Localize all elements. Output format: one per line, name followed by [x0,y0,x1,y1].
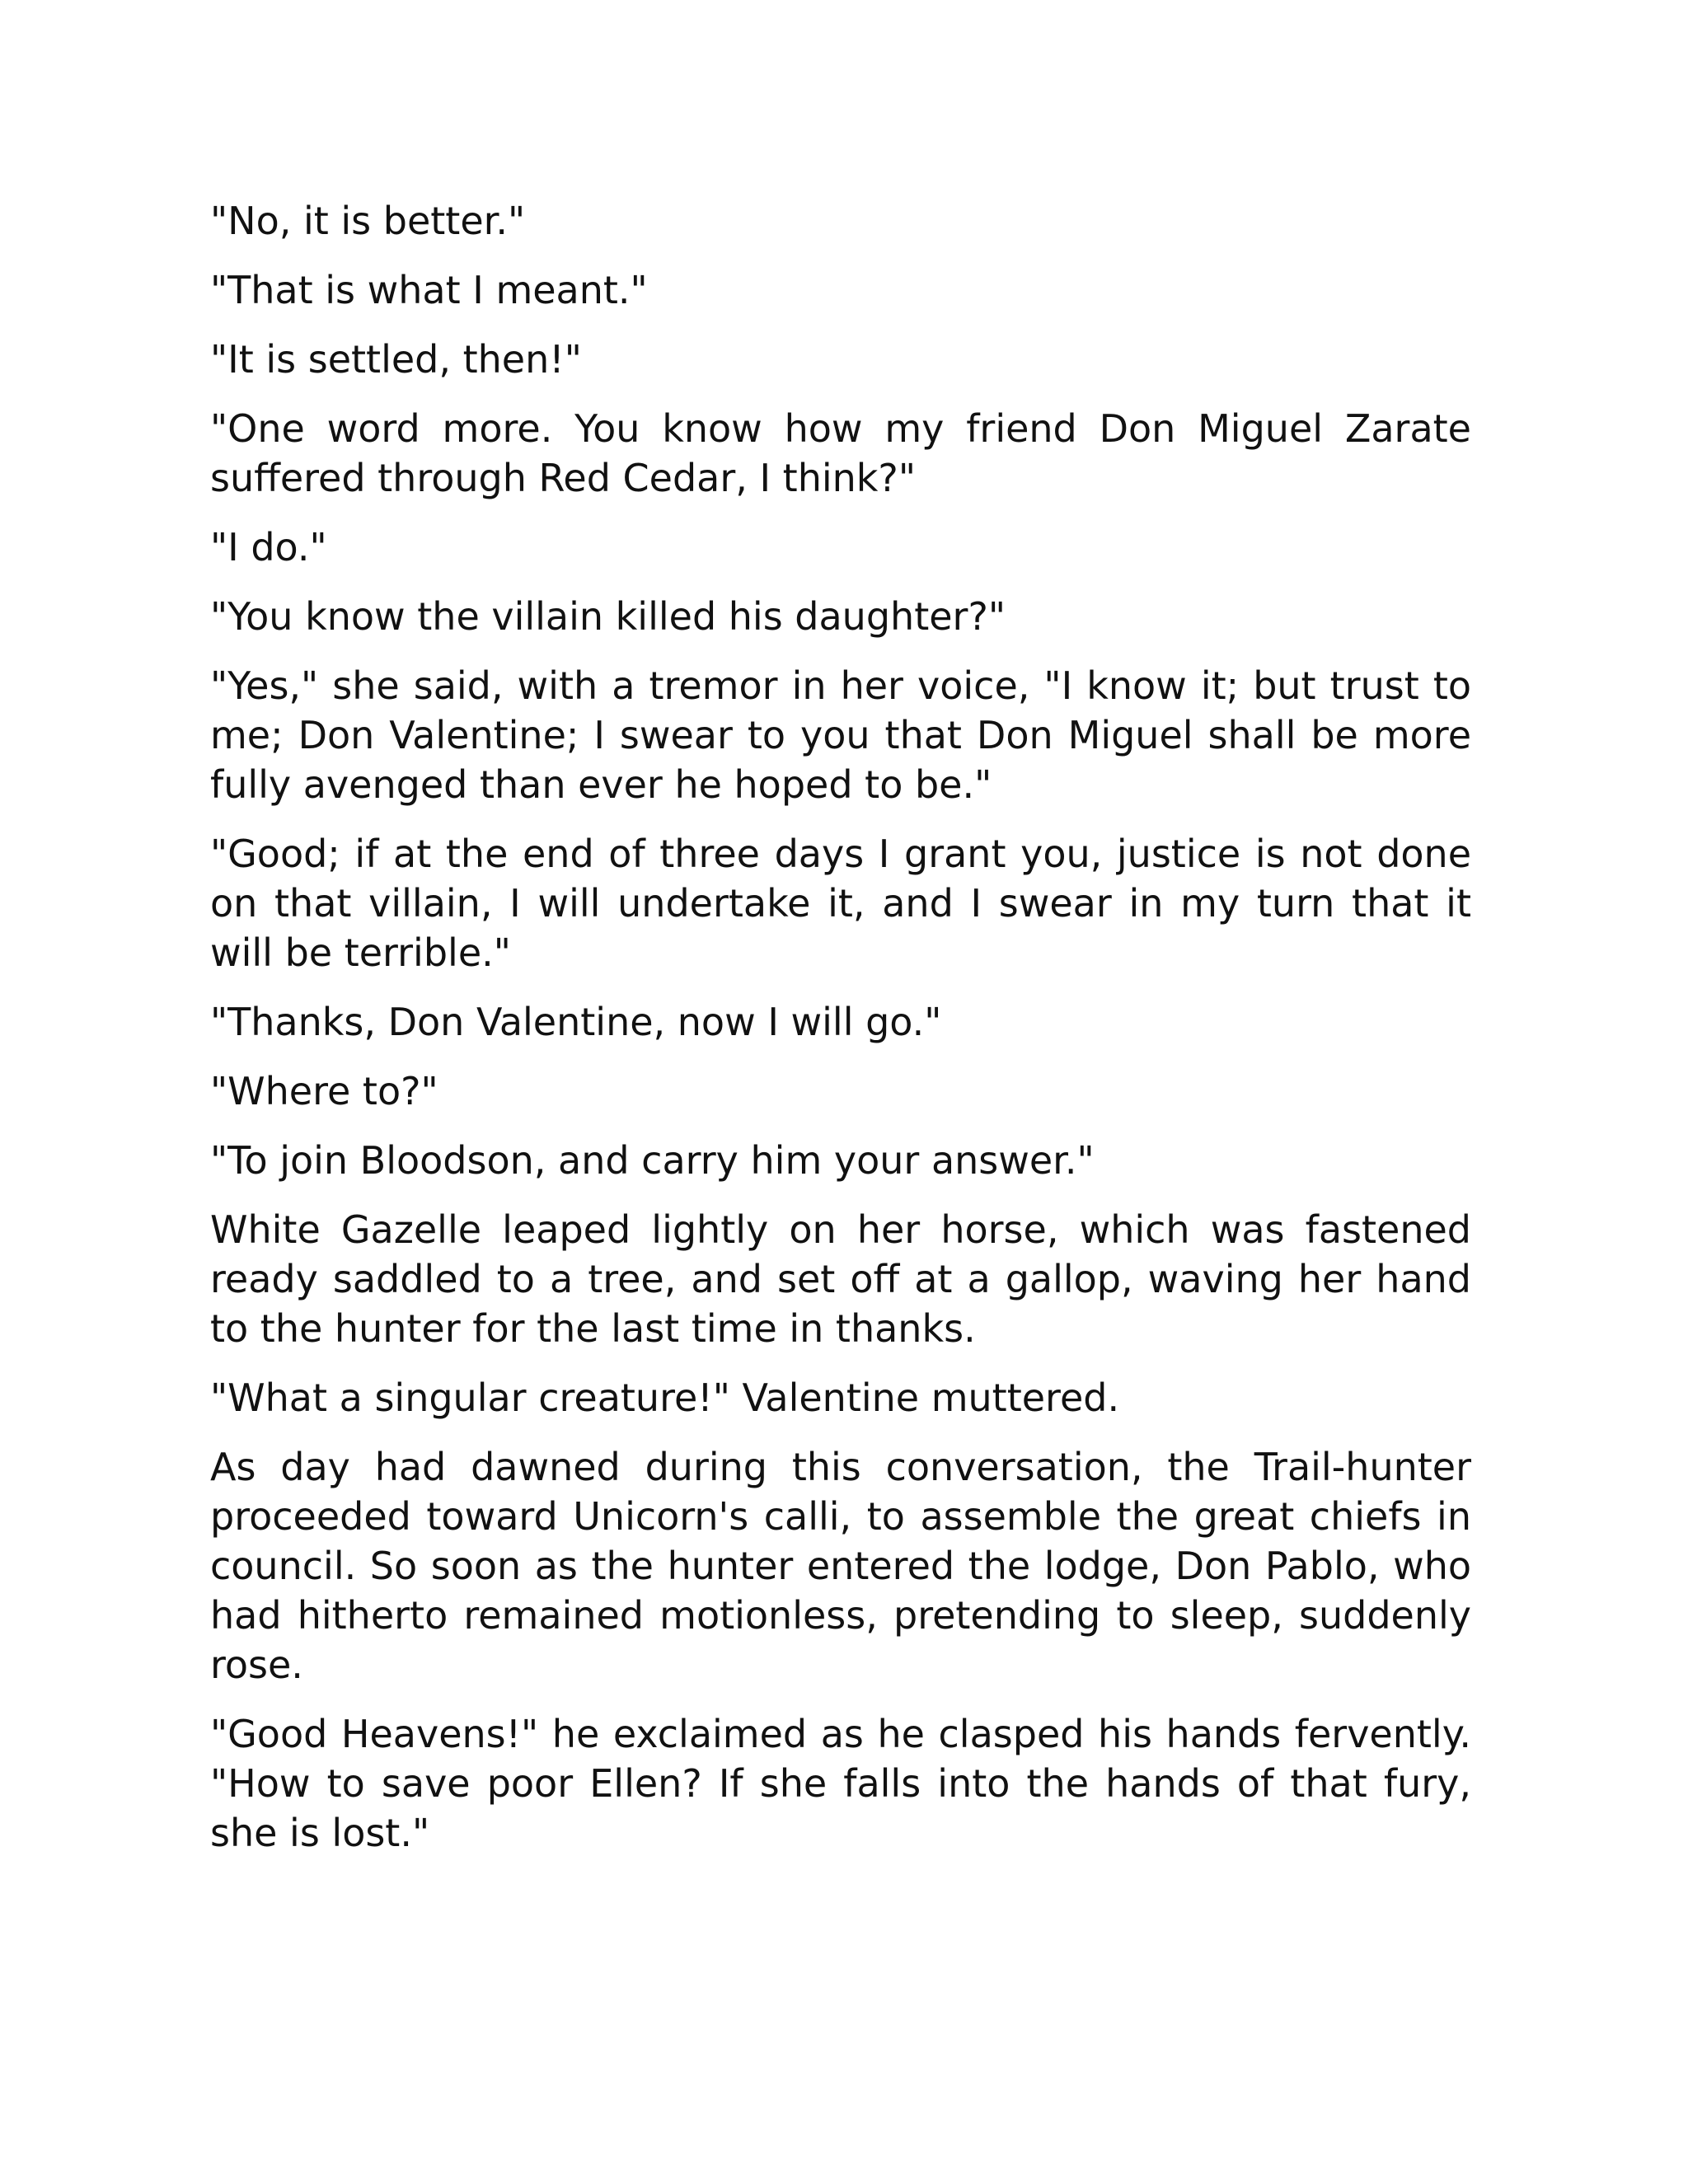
paragraph-8: "Good; if at the end of three days I grant you, justice is not done on that villain, I will undertake it, and I swear in my turn that it will be terrible." [210,832,1471,975]
paragraph-7: "Yes," she said, with a tremor in her voice, "I know it; but trust to me; Don Valentine; I swear to you that Don Miguel shall be more fully avenged than ever he hoped to be." [210,663,1471,807]
paragraph-3: "It is settled, then!" [210,337,582,382]
paragraph-10: "Where to?" [210,1069,438,1113]
paragraph-13: "What a singular creature!" Valentine muttered. [210,1376,1120,1420]
paragraph-12: White Gazelle leaped lightly on her horse, which was fastened ready saddled to a tree, and set off at a gallop, waving her hand to the hunter for the last time in thanks. [210,1207,1471,1351]
paragraph-9: "Thanks, Don Valentine, now I will go." [210,1000,942,1044]
paragraph-6: "You know the villain killed his daughter?" [210,594,1006,639]
paragraph-2: "That is what I meant." [210,268,648,312]
page-body [210,196,1471,1877]
paragraph-15: "Good Heavens!" he exclaimed as he clasped his hands fervently. "How to save poor Ellen? If she falls into the hands of that fury, she is lost." [210,1712,1471,1855]
paragraph-14: As day had dawned during this conversation, the Trail-hunter proceeded toward Unicorn's calli, to assemble the great chiefs in council. So soon as the hunter entered the lodge, Don Pablo, who had hitherto remained motionless, pretending to sleep, suddenly rose. [210,1445,1471,1687]
paragraph-4: "One word more. You know how my friend Don Miguel Zarate suffered through Red Cedar, I think?" [210,406,1471,500]
paragraph-1: "No, it is better." [210,199,526,243]
paragraph-11: "To join Bloodson, and carry him your answer." [210,1138,1095,1183]
paragraph-5: "I do." [210,525,327,569]
